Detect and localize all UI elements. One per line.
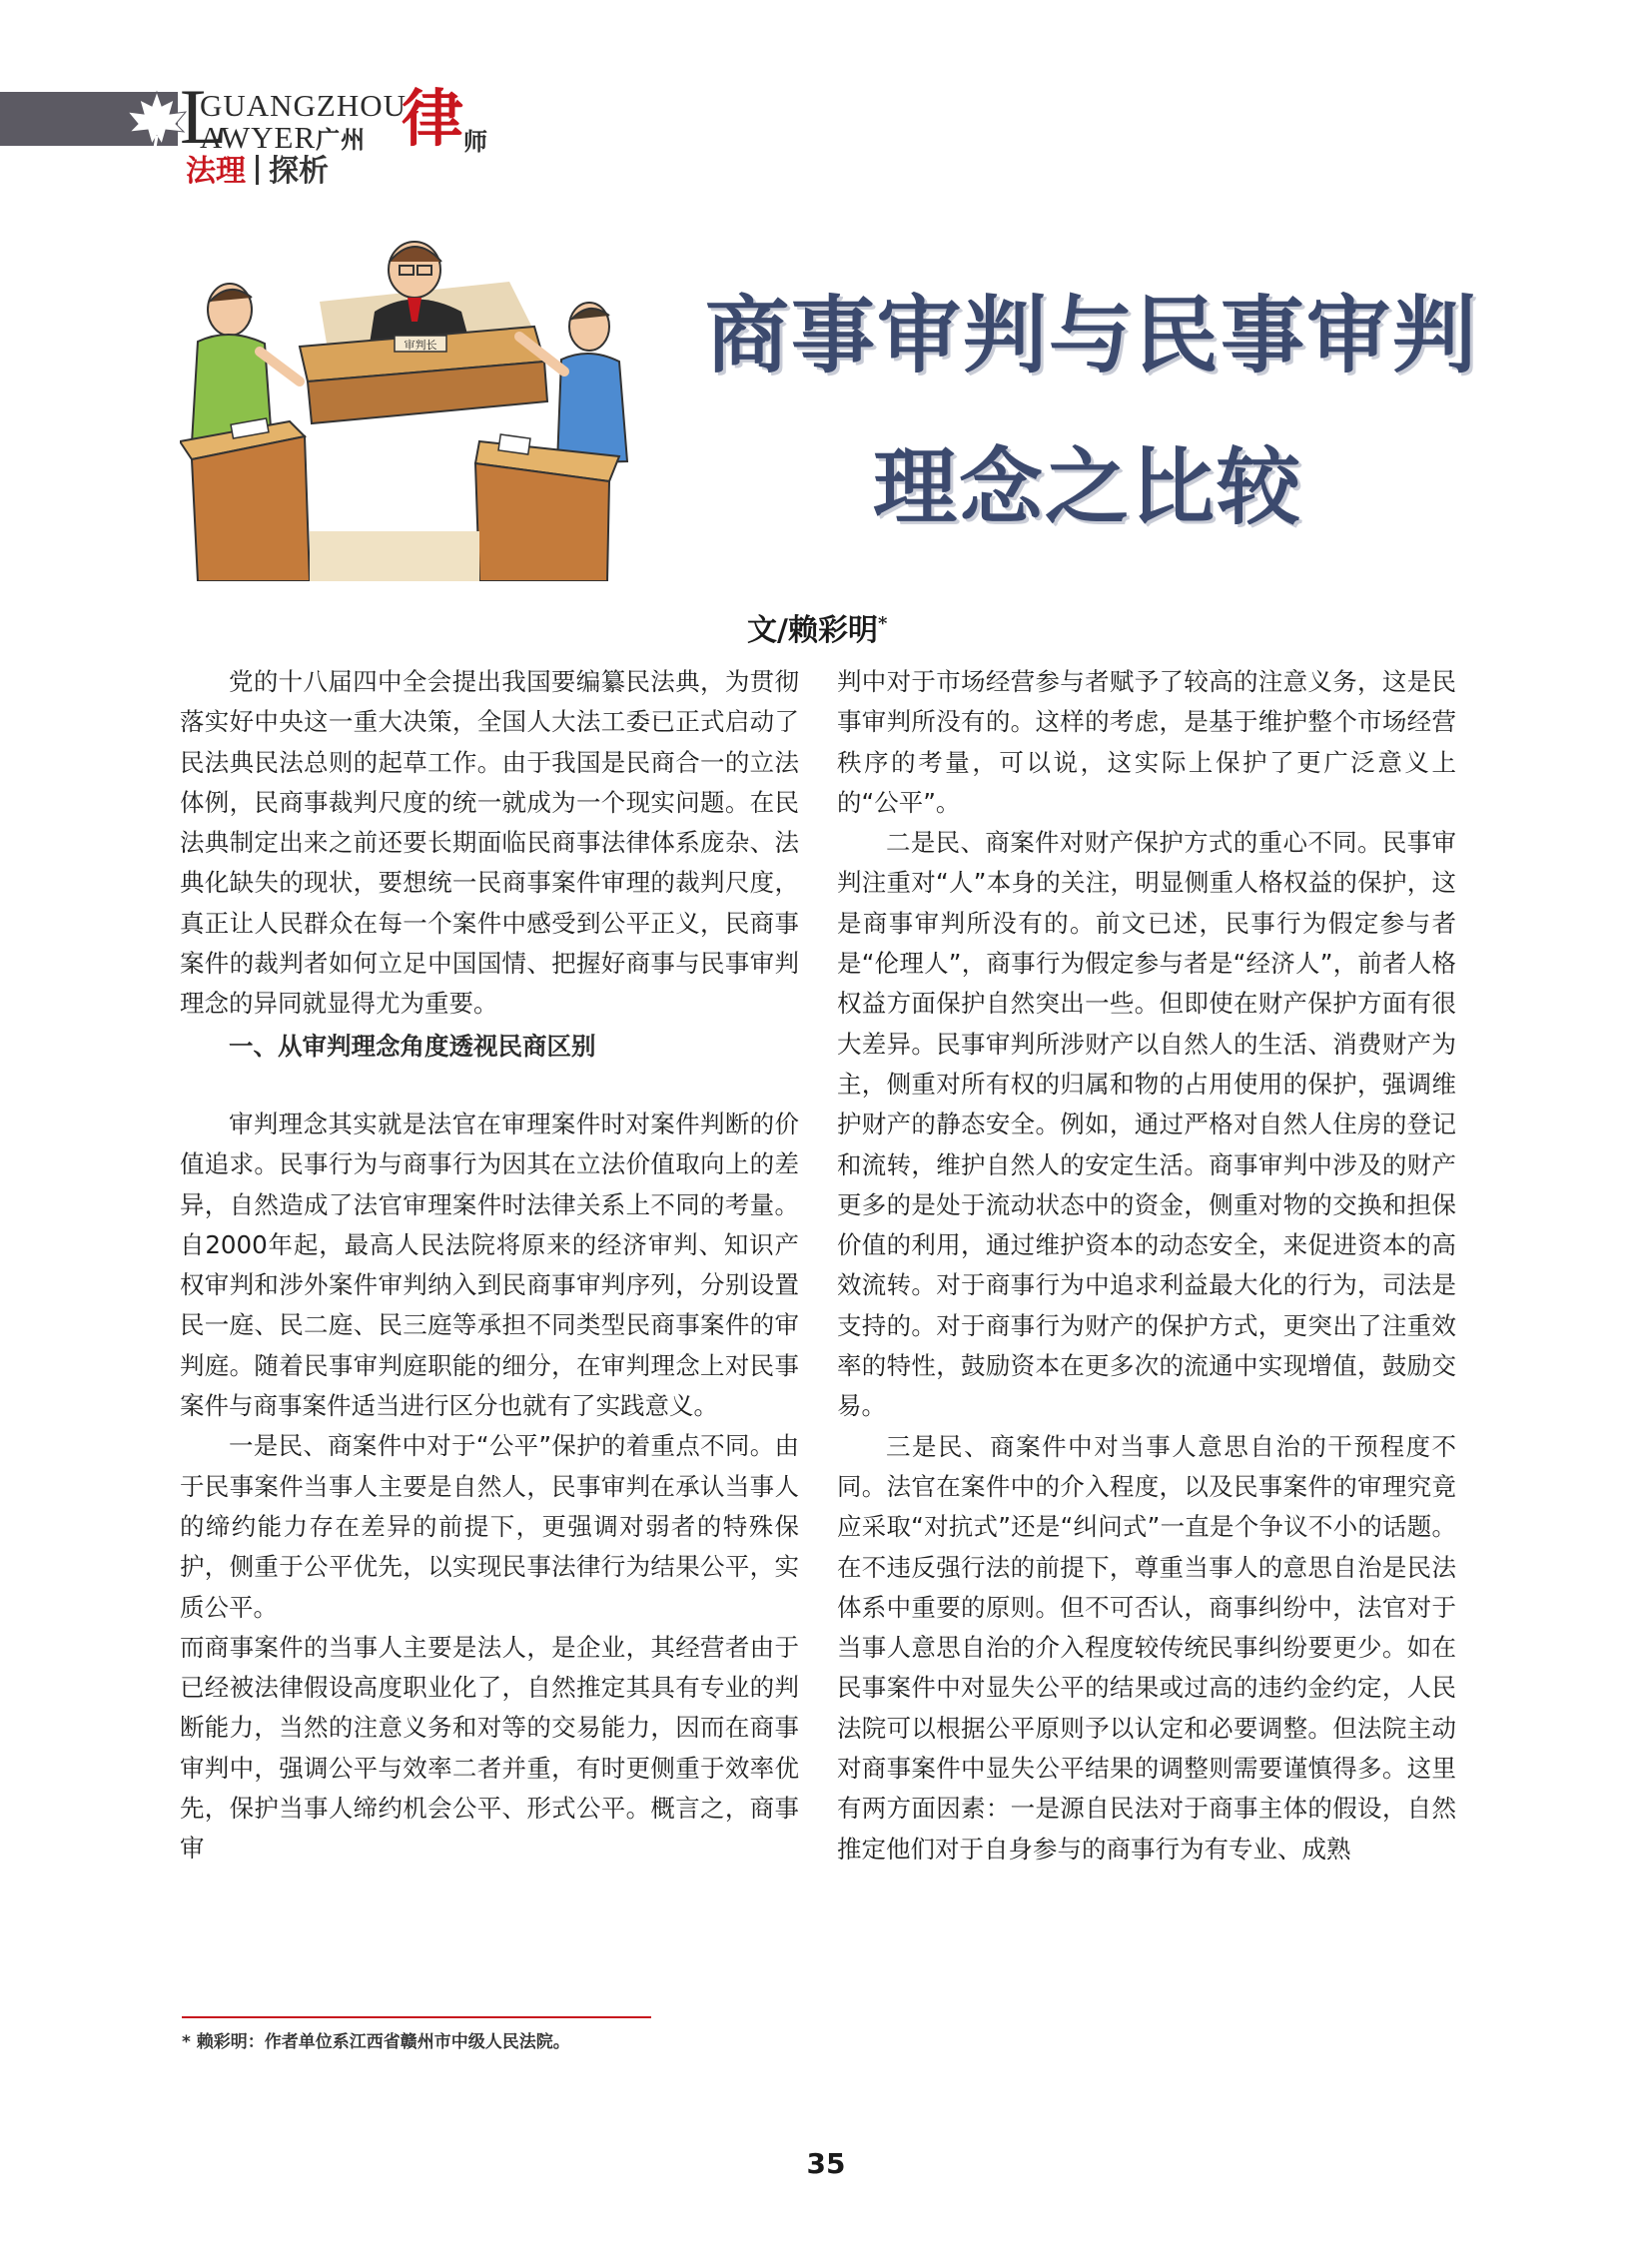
logo-initial: L [180, 73, 228, 160]
bench-plaque: 审判长 [404, 339, 437, 352]
article-title-line1: 商事审判与民事审判 [705, 287, 1479, 384]
logo-lv-character: 律 [402, 82, 464, 155]
page-number: 35 [806, 2147, 846, 2180]
section-secondary: 探析 [269, 154, 329, 189]
courtroom-illustration [180, 232, 649, 581]
paragraph: 而商事案件的当事人主要是法人，是企业，其经营者由于已经被法律假设高度职业化了，自然推定其具有专业的判断能力，当然的注意义务和对等的交易能力，因而在商事审判中，强调公平与效率二者并重，有时更侧重于效率优先，保护当事人缔约机会公平、形式公平。概言之，商事审 [180, 1632, 799, 1864]
byline-footnote-mark: * [877, 613, 888, 634]
footnote-divider [182, 2016, 651, 2018]
logo-guangzhou: GUANGZHOU [200, 88, 408, 123]
byline-author: 文/赖彩明 [747, 613, 878, 648]
paragraph: 二是民、商案件对财产保护方式的重心不同。民事审判注重对“人”本身的关注，明显侧重人格权益的保护，这是商事审判所没有的。前文已述，民事行为假定参与者是“伦理人”，商事行为假定参与者是“经济人”，前者人格权益方面保护自然突出一些。但即使在财产保护方面有很大差异。民事审判所涉财产以自然人的生活、消费财产为主，侧重对所有权的归属和物的占用使用的保护，强调维护财产的静态安全。例如，通过严格对自然人住房的登记和流转，维护自然人的安定生活。商事审判中涉及的财产更多的是处于流动状态中的资金，侧重对物的交换和担保价值的利用，通过维护资本的动态安全，来促进资本的高效流转。对于商事行为中追求利益最大化的行为，司法是支持的。对于商事行为财产的保护方式，更突出了注重效率的特性，鼓励资本在更多次的流通中实现增值，鼓励交易。 [837, 828, 1456, 1421]
paragraph: 判中对于市场经营参与者赋予了较高的注意义务，这是民事审判所没有的。这样的考虑，是基于维护整个市场经营秩序的考量，可以说，这实际上保护了更广泛意义上的“公平”。 [837, 667, 1456, 817]
paragraph: 审判理念其实就是法官在审理案件时对案件判断的价值追求。民事行为与商事行为因其在立法价值取向上的差异，自然造成了法官审理案件时法律关系上不同的考量。自2000年起，最高人民法院将原来的经济审判、知识产权审判和涉外案件审判纳入到民商事审判序列，分别设置民一庭、民二庭、民三庭等承担不同类型民商事案件的审判庭。随着民事审判庭职能的细分，在审判理念上对民事案件与商事案件适当进行区分也就有了实践意义。 [180, 1109, 799, 1421]
paragraph: 一是民、商案件中对于“公平”保护的着重点不同。由于民事案件当事人主要是自然人，民事审判在承认当事人的缔约能力存在差异的前提下，更强调对弱者的特殊保护，侧重于公平优先，以实现民事法律行为结果公平，实质公平。 [180, 1431, 799, 1622]
section-primary: 法理 [186, 154, 246, 189]
body-column-left [180, 662, 799, 1869]
article-title-line2: 理念之比较 [873, 438, 1303, 536]
logo-shi-character: 师 [463, 128, 487, 156]
logo-awyer: AWYER [200, 120, 317, 155]
byline [747, 605, 887, 649]
paragraph: 三是民、商案件中对当事人意思自治的干预程度不同。法官在案件中的介入程度，以及民事案件的审理究竟应采取“对抗式”还是“纠问式”一直是个争议不小的话题。在不违反强行法的前提下，尊重当事人的意思自治是民法体系中重要的原则。但不可否认，商事纠纷中，法官对于当事人意思自治的介入程度较传统民事纠纷要更少。如在民事案件中对显失公平的结果或过高的违约金约定，人民法院可以根据公平原则予以认定和必要调整。但法院主动对商事案件中显失公平结果的调整则需要谨慎得多。这里有两方面因素：一是源自民法对于商事主体的假设，自然推定他们对于自身参与的商事行为有专业、成熟 [837, 1431, 1456, 1864]
section-heading: 一、从审判理念角度透视民商区别 [229, 1031, 596, 1061]
logo-city: 广州 [316, 126, 367, 154]
body-column-right [837, 662, 1456, 1869]
footnote: * 赖彩明：作者单位系江西省赣州市中级人民法院。 [182, 2032, 570, 2052]
logo-lawyer [200, 122, 366, 156]
section-divider [256, 155, 259, 185]
masthead-logo [180, 73, 519, 160]
section-tag [186, 152, 329, 192]
paragraph: 党的十八届四中全会提出我国要编纂民法典，为贯彻落实好中央这一重大决策，全国人大法工委已正式启动了民法典民法总则的起草工作。由于我国是民商合一的立法体例，民商事裁判尺度的统一就成为一个现实问题。在民法典制定出来之前还要长期面临民商事法律体系庞杂、法典化缺失的现状，要想统一民商事案件审理的裁判尺度，真正让人民群众在每一个案件中感受到公平正义，民商事案件的裁判者如何立足中国国情、把握好商事与民事审判理念的异同就显得尤为重要。 [180, 667, 799, 1019]
